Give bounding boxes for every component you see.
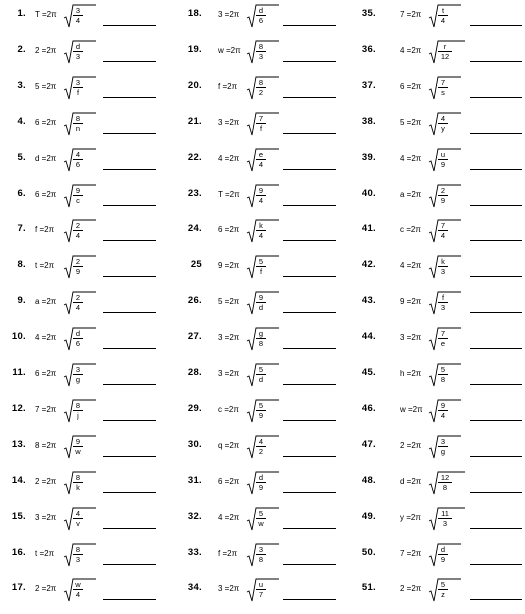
equation-lhs: q =2π (218, 440, 240, 450)
radicand-fraction (438, 329, 448, 348)
numerator: 4 (438, 114, 448, 124)
equation-lhs: w =2π (218, 45, 241, 55)
answer-blank[interactable] (470, 528, 522, 529)
radicand-fraction (438, 186, 448, 205)
radicand-fraction (438, 6, 448, 25)
equation-lhs: 2 =2π (35, 476, 57, 486)
problem-number: 37. (361, 79, 376, 91)
numerator: 2 (73, 221, 83, 231)
equation-lhs: 6 =2π (218, 225, 240, 235)
problem-row (0, 327, 525, 363)
denominator: 4 (440, 231, 446, 241)
problem-row (0, 507, 525, 543)
numerator: g (256, 329, 266, 339)
radicand-fraction (438, 150, 448, 169)
radicand-fraction (438, 257, 448, 276)
numerator: 3 (73, 78, 83, 88)
answer-blank[interactable] (470, 599, 522, 600)
denominator: 4 (75, 303, 81, 313)
equation-lhs: 4 =2π (218, 512, 240, 522)
numerator: 11 (438, 509, 452, 519)
answer-blank[interactable] (470, 456, 522, 457)
equation-lhs: 2 =2π (400, 584, 422, 594)
numerator: 8 (73, 401, 83, 411)
problem-number: 39. (361, 151, 376, 163)
numerator: 7 (438, 329, 448, 339)
denominator: 8 (258, 339, 264, 349)
equation-lhs: 6 =2π (35, 369, 57, 378)
radicand-fraction (438, 365, 448, 384)
problem-number: 18. (187, 8, 202, 19)
denominator: f (259, 123, 263, 133)
equation-lhs: y =2π (400, 512, 421, 522)
denominator: 3 (75, 51, 81, 61)
numerator: 2 (438, 186, 448, 196)
numerator: 4 (256, 437, 266, 447)
denominator: f (76, 87, 80, 97)
radicand-fraction (438, 545, 448, 564)
equation-lhs: t =2π (35, 548, 55, 558)
numerator: 3 (438, 437, 448, 447)
equation-lhs: 3 =2π (218, 584, 240, 594)
denominator: 4 (440, 16, 446, 25)
denominator: 8 (258, 554, 264, 564)
numerator: f (438, 293, 448, 303)
problem-number: 8. (17, 259, 26, 271)
numerator: 12 (438, 473, 452, 483)
numerator: r (438, 42, 452, 52)
problem-number: 5. (17, 151, 26, 163)
numerator: 2 (73, 293, 83, 303)
problem-row (0, 4, 525, 40)
radicand-fraction (438, 437, 448, 456)
equation-lhs: 6 =2π (218, 476, 240, 486)
equation-lhs: 6 =2π (35, 117, 57, 127)
denominator: s (441, 87, 445, 97)
equation-lhs: f =2π (218, 548, 238, 558)
problem-number: 1. (17, 8, 26, 19)
equation-lhs: f =2π (218, 81, 238, 91)
denominator: k (76, 482, 80, 492)
problem-number: 31. (187, 474, 202, 486)
equation-lhs: 5 =2π (400, 117, 422, 127)
problem-number: 47. (361, 438, 376, 450)
radicand-fraction (438, 401, 448, 420)
problem-number: 2. (17, 43, 26, 55)
denominator: 3 (442, 518, 448, 528)
problem-row (0, 219, 525, 255)
problem-number: 4. (17, 115, 26, 127)
denominator: 3 (258, 51, 264, 61)
answer-blank[interactable] (470, 420, 522, 421)
equation-lhs: a =2π (400, 189, 422, 199)
equation-lhs: t =2π (35, 261, 55, 271)
numerator: 2 (73, 257, 83, 267)
problem-number: 14. (11, 474, 26, 486)
problem-number: 45. (361, 367, 376, 378)
denominator: z (441, 590, 445, 600)
equation-lhs: 3 =2π (218, 117, 240, 127)
numerator: d (438, 545, 448, 555)
denominator: 2 (258, 446, 264, 456)
problem-number: 22. (187, 151, 202, 163)
problem-row (0, 399, 525, 435)
radicand-fraction (438, 509, 452, 528)
equation-lhs: 8 =2π (35, 440, 57, 450)
problem-number: 28. (187, 367, 202, 378)
equation-lhs: a =2π (35, 297, 57, 307)
denominator: c (76, 195, 80, 205)
denominator: n (75, 123, 81, 133)
problem-number: 51. (361, 582, 376, 594)
equation-lhs: T =2π (218, 189, 240, 199)
problem-number: 23. (187, 187, 202, 199)
equation-lhs: 7 =2π (35, 404, 57, 414)
problem-number: 40. (361, 187, 376, 199)
answer-blank[interactable] (470, 61, 522, 62)
denominator: v (76, 518, 80, 528)
radicand-fraction (438, 42, 452, 61)
numerator: 7 (256, 114, 266, 124)
equation-lhs: c =2π (218, 404, 239, 414)
denominator: 9 (258, 410, 264, 420)
numerator: 3 (73, 6, 83, 16)
equation-lhs: c =2π (400, 225, 421, 235)
problem-row (0, 255, 525, 291)
radicand-fraction (438, 114, 448, 133)
problem-number: 15. (11, 510, 26, 522)
numerator: 5 (438, 365, 448, 375)
denominator: w (75, 446, 81, 456)
denominator: 3 (75, 554, 81, 564)
problem-row (0, 471, 525, 507)
numerator: t (438, 6, 448, 16)
problem-number: 11. (12, 367, 26, 378)
equation-lhs: 4 =2π (400, 261, 422, 271)
denominator: 6 (75, 339, 81, 349)
problem-number: 24. (187, 223, 202, 235)
equation-lhs: 4 =2π (218, 153, 240, 163)
equation-lhs: 3 =2π (35, 512, 57, 522)
numerator: 9 (256, 186, 266, 196)
equation-lhs: 5 =2π (218, 297, 240, 307)
numerator: d (256, 6, 266, 16)
problem-row (0, 184, 525, 220)
denominator: e (440, 339, 446, 349)
equation-lhs: 7 =2π (400, 548, 422, 558)
equation-lhs: 6 =2π (400, 81, 422, 91)
problem-number: 33. (187, 546, 202, 558)
numerator: 3 (256, 545, 266, 555)
answer-blank[interactable] (470, 384, 522, 385)
answer-blank[interactable] (470, 169, 522, 170)
numerator: 8 (73, 545, 83, 555)
problem-number: 9. (17, 295, 26, 307)
problem-number: 43. (361, 295, 376, 307)
denominator: 4 (258, 231, 264, 241)
denominator: f (259, 267, 263, 277)
denominator: g (440, 446, 446, 456)
denominator: g (75, 375, 81, 384)
radicand-fraction (438, 293, 448, 312)
denominator: 7 (258, 590, 264, 600)
equation-lhs: 3 =2π (218, 333, 240, 343)
problem-row (0, 291, 525, 327)
numerator: 5 (256, 509, 266, 519)
denominator: 4 (75, 16, 81, 25)
equation-lhs: 2 =2π (400, 440, 422, 450)
problem-row (0, 578, 525, 614)
numerator: 5 (256, 257, 266, 267)
equation-lhs: 5 =2π (35, 81, 57, 91)
equation-lhs: 7 =2π (400, 10, 422, 19)
numerator: d (73, 329, 83, 339)
answer-blank[interactable] (470, 205, 522, 206)
radicand-fraction (438, 78, 448, 97)
problem-number: 32. (187, 510, 202, 522)
numerator: d (256, 473, 266, 483)
answer-blank[interactable] (470, 97, 522, 98)
problem-number: 44. (361, 331, 376, 343)
equation-lhs: 9 =2π (400, 297, 422, 307)
denominator: 2 (258, 87, 264, 97)
denominator: 9 (258, 482, 264, 492)
denominator: 3 (440, 267, 446, 277)
numerator: 5 (256, 365, 266, 375)
problem-number: 29. (187, 402, 202, 414)
numerator: 9 (73, 437, 83, 447)
denominator: 9 (440, 159, 446, 169)
radicand-fraction (438, 473, 452, 492)
equation-lhs: 6 =2π (35, 189, 57, 199)
numerator: 5 (256, 401, 266, 411)
problem-number: 38. (361, 115, 376, 127)
numerator: e (256, 150, 266, 160)
problem-number: 10. (11, 331, 26, 343)
denominator: 9 (75, 267, 81, 277)
numerator: 4 (73, 150, 83, 160)
numerator: 4 (73, 509, 83, 519)
answer-blank[interactable] (470, 133, 522, 134)
denominator: 9 (440, 554, 446, 564)
problem-number: 17. (11, 582, 26, 594)
denominator: d (258, 375, 264, 384)
equation-lhs: h =2π (400, 369, 422, 378)
denominator: 12 (440, 51, 450, 61)
numerator: 7 (438, 78, 448, 88)
denominator: d (258, 303, 264, 313)
problem-row (0, 148, 525, 184)
problem-number: 48. (361, 474, 376, 486)
radicand-fraction (438, 221, 448, 240)
problem-row (0, 543, 525, 579)
equation-lhs: 2 =2π (35, 584, 57, 594)
problem-row (0, 76, 525, 112)
problem-row (0, 435, 525, 471)
numerator: 3 (73, 365, 83, 375)
answer-blank[interactable] (470, 348, 522, 349)
denominator: w (258, 518, 264, 528)
problem-number: 30. (187, 438, 202, 450)
denominator: 6 (258, 16, 264, 25)
problem-number: 26. (187, 295, 202, 307)
numerator: u (256, 580, 266, 590)
problem-number: 27. (187, 331, 202, 343)
problem-number: 41. (361, 223, 376, 235)
denominator: 4 (258, 159, 264, 169)
problem-number: 25 (190, 259, 202, 271)
equation-lhs: f =2π (35, 225, 55, 235)
answer-blank[interactable] (470, 564, 522, 565)
equation-lhs: 3 =2π (218, 369, 240, 378)
numerator: 8 (73, 114, 83, 124)
problem-number: 13. (11, 438, 26, 450)
problem-row (0, 40, 525, 76)
denominator: 6 (75, 159, 81, 169)
numerator: u (438, 150, 448, 160)
numerator: k (438, 257, 448, 267)
denominator: 4 (258, 195, 264, 205)
denominator: 8 (440, 375, 446, 384)
numerator: 8 (256, 42, 266, 52)
numerator: w (73, 580, 83, 590)
problem-number: 34. (187, 582, 202, 594)
answer-blank[interactable] (470, 240, 522, 241)
equation-lhs: 9 =2π (218, 261, 240, 271)
equation-lhs: d =2π (35, 153, 57, 163)
numerator: k (256, 221, 266, 231)
equation-lhs: 2 =2π (35, 45, 57, 55)
problem-number: 3. (17, 79, 26, 91)
problem-row (0, 363, 525, 399)
answer-blank[interactable] (470, 25, 522, 26)
problem-number: 7. (17, 223, 26, 235)
numerator: 5 (438, 580, 448, 590)
problem-number: 35. (361, 8, 376, 19)
equation-lhs: 3 =2π (400, 333, 422, 343)
problem-row (0, 112, 525, 148)
numerator: d (73, 42, 83, 52)
problem-number: 20. (187, 79, 202, 91)
answer-blank[interactable] (470, 276, 522, 277)
numerator: 8 (256, 78, 266, 88)
denominator: y (441, 123, 445, 133)
denominator: 3 (440, 303, 446, 313)
equation-lhs: w =2π (400, 404, 423, 414)
equation-lhs: T =2π (35, 10, 57, 19)
problem-number: 19. (187, 43, 202, 55)
equation-lhs: 4 =2π (400, 45, 422, 55)
numerator: 7 (438, 221, 448, 231)
numerator: 9 (256, 293, 266, 303)
problem-number: 12. (11, 402, 26, 414)
numerator: 8 (73, 473, 83, 483)
numerator: 9 (73, 186, 83, 196)
problem-number: 36. (361, 43, 376, 55)
denominator: 4 (75, 590, 81, 600)
problem-number: 50. (361, 546, 376, 558)
answer-blank[interactable] (470, 312, 522, 313)
problem-number: 21. (187, 115, 202, 127)
answer-blank[interactable] (470, 492, 522, 493)
problem-number: 6. (17, 187, 26, 199)
problem-number: 46. (361, 402, 376, 414)
problem-number: 42. (361, 259, 376, 271)
equation-lhs: d =2π (400, 476, 422, 486)
denominator: 4 (75, 231, 81, 241)
equation-lhs: 4 =2π (35, 333, 57, 343)
denominator: 9 (440, 195, 446, 205)
equation-lhs: 3 =2π (218, 10, 240, 19)
denominator: 8 (442, 482, 448, 492)
radicand-fraction (438, 580, 448, 599)
numerator: 9 (438, 401, 448, 411)
equation-lhs: 4 =2π (400, 153, 422, 163)
problem-number: 16. (11, 546, 26, 558)
problem-number: 49. (361, 510, 376, 522)
denominator: j (77, 410, 79, 420)
denominator: 4 (440, 410, 446, 420)
